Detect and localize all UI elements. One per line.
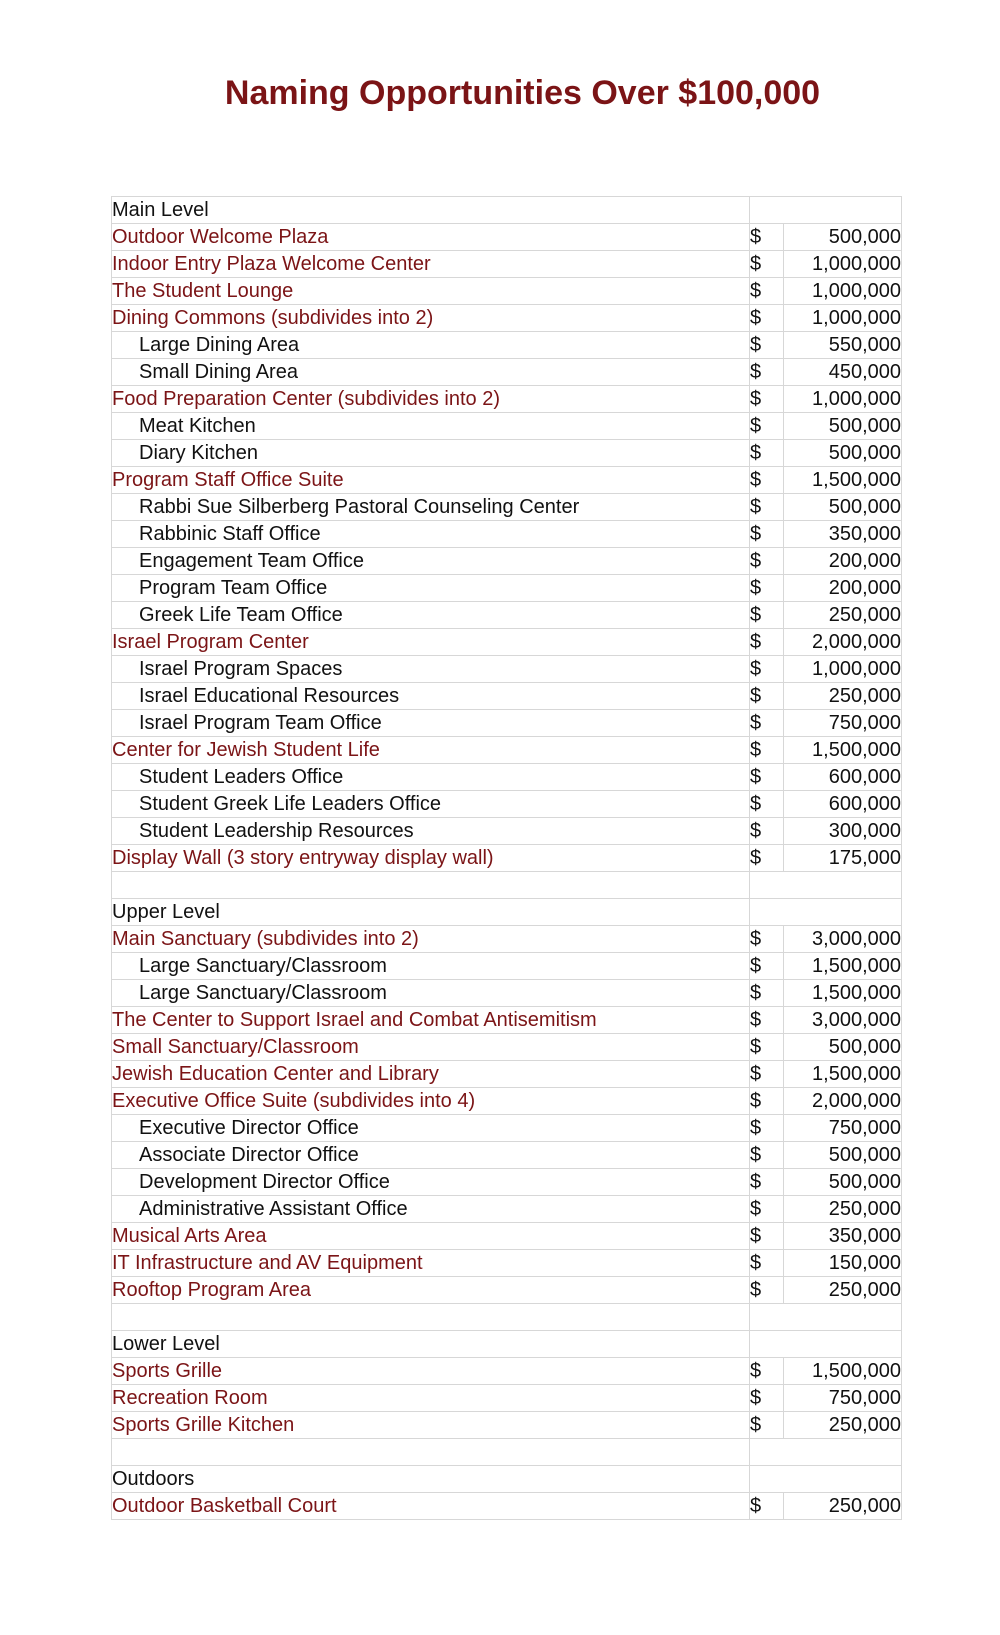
currency-symbol: $	[750, 224, 784, 251]
currency-symbol: $	[750, 494, 784, 521]
currency-symbol: $	[750, 1061, 784, 1088]
item-amount: 500,000	[784, 1169, 902, 1196]
item-amount: 1,000,000	[784, 251, 902, 278]
currency-symbol: $	[750, 602, 784, 629]
currency-symbol: $	[750, 1223, 784, 1250]
item-name: Sports Grille Kitchen	[112, 1412, 750, 1439]
item-name: Associate Director Office	[112, 1142, 750, 1169]
currency-symbol: $	[750, 926, 784, 953]
item-amount: 1,000,000	[784, 278, 902, 305]
table-row	[112, 1088, 902, 1115]
currency-symbol: $	[750, 278, 784, 305]
spacer-row	[112, 1439, 902, 1466]
item-amount: 550,000	[784, 332, 902, 359]
currency-symbol: $	[750, 710, 784, 737]
empty-cell	[750, 1466, 902, 1493]
table-row	[112, 575, 902, 602]
item-name: Israel Educational Resources	[112, 683, 750, 710]
item-amount: 500,000	[784, 413, 902, 440]
table-row	[112, 1196, 902, 1223]
item-amount: 500,000	[784, 1034, 902, 1061]
table-row	[112, 629, 902, 656]
spacer-row	[112, 1304, 902, 1331]
table-row	[112, 710, 902, 737]
item-name: Greek Life Team Office	[112, 602, 750, 629]
item-amount: 1,500,000	[784, 1358, 902, 1385]
item-amount: 1,000,000	[784, 386, 902, 413]
section-heading-row	[112, 899, 902, 926]
table-row	[112, 440, 902, 467]
item-amount: 450,000	[784, 359, 902, 386]
table-row	[112, 548, 902, 575]
table-row	[112, 413, 902, 440]
item-name: Large Sanctuary/Classroom	[112, 953, 750, 980]
currency-symbol: $	[750, 251, 784, 278]
table-row	[112, 818, 902, 845]
table-row	[112, 1277, 902, 1304]
currency-symbol: $	[750, 1007, 784, 1034]
item-name: Executive Office Suite (subdivides into 4)	[112, 1088, 750, 1115]
table-row	[112, 386, 902, 413]
table-row	[112, 1412, 902, 1439]
item-name: Main Sanctuary (subdivides into 2)	[112, 926, 750, 953]
naming-opportunities-table	[111, 196, 902, 1520]
item-name: Display Wall (3 story entryway display wall)	[112, 845, 750, 872]
item-amount: 250,000	[784, 1277, 902, 1304]
table-row	[112, 521, 902, 548]
table-row	[112, 332, 902, 359]
item-amount: 750,000	[784, 1115, 902, 1142]
currency-symbol: $	[750, 467, 784, 494]
currency-symbol: $	[750, 359, 784, 386]
item-amount: 2,000,000	[784, 1088, 902, 1115]
item-amount: 3,000,000	[784, 1007, 902, 1034]
item-name: Food Preparation Center (subdivides into 2)	[112, 386, 750, 413]
empty-cell	[750, 197, 902, 224]
table-row	[112, 683, 902, 710]
currency-symbol: $	[750, 548, 784, 575]
item-amount: 250,000	[784, 602, 902, 629]
item-name: Program Team Office	[112, 575, 750, 602]
item-name: Student Greek Life Leaders Office	[112, 791, 750, 818]
item-amount: 500,000	[784, 440, 902, 467]
item-amount: 500,000	[784, 224, 902, 251]
item-amount: 150,000	[784, 1250, 902, 1277]
item-name: Rabbinic Staff Office	[112, 521, 750, 548]
item-name: IT Infrastructure and AV Equipment	[112, 1250, 750, 1277]
item-name: Rooftop Program Area	[112, 1277, 750, 1304]
currency-symbol: $	[750, 1358, 784, 1385]
empty-cell	[750, 899, 902, 926]
currency-symbol: $	[750, 332, 784, 359]
item-name: Executive Director Office	[112, 1115, 750, 1142]
table-row	[112, 953, 902, 980]
table-row	[112, 278, 902, 305]
table-row	[112, 224, 902, 251]
item-name: Rabbi Sue Silberberg Pastoral Counseling Center	[112, 494, 750, 521]
table-row	[112, 791, 902, 818]
currency-symbol: $	[750, 1088, 784, 1115]
empty-cell	[750, 1331, 902, 1358]
item-amount: 1,500,000	[784, 980, 902, 1007]
item-amount: 250,000	[784, 683, 902, 710]
item-amount: 250,000	[784, 1412, 902, 1439]
item-name: Meat Kitchen	[112, 413, 750, 440]
item-name: Jewish Education Center and Library	[112, 1061, 750, 1088]
table-row	[112, 1115, 902, 1142]
table-row	[112, 1385, 902, 1412]
item-name: Student Leadership Resources	[112, 818, 750, 845]
currency-symbol: $	[750, 575, 784, 602]
table-row	[112, 1142, 902, 1169]
item-amount: 1,500,000	[784, 1061, 902, 1088]
section-heading: Upper Level	[112, 899, 750, 926]
item-amount: 750,000	[784, 710, 902, 737]
item-amount: 300,000	[784, 818, 902, 845]
currency-symbol: $	[750, 656, 784, 683]
item-name: Diary Kitchen	[112, 440, 750, 467]
table-row	[112, 494, 902, 521]
item-amount: 2,000,000	[784, 629, 902, 656]
item-amount: 350,000	[784, 1223, 902, 1250]
currency-symbol: $	[750, 1412, 784, 1439]
item-name: Dining Commons (subdivides into 2)	[112, 305, 750, 332]
item-amount: 750,000	[784, 1385, 902, 1412]
currency-symbol: $	[750, 1034, 784, 1061]
currency-symbol: $	[750, 413, 784, 440]
item-name: Musical Arts Area	[112, 1223, 750, 1250]
table-row	[112, 1007, 902, 1034]
item-name: Student Leaders Office	[112, 764, 750, 791]
currency-symbol: $	[750, 818, 784, 845]
item-amount: 200,000	[784, 548, 902, 575]
currency-symbol: $	[750, 1493, 784, 1520]
table-row	[112, 1250, 902, 1277]
table-row	[112, 251, 902, 278]
empty-cell	[112, 1304, 750, 1331]
currency-symbol: $	[750, 737, 784, 764]
table-row	[112, 926, 902, 953]
item-amount: 200,000	[784, 575, 902, 602]
table-body	[112, 197, 902, 1520]
section-heading: Main Level	[112, 197, 750, 224]
currency-symbol: $	[750, 1196, 784, 1223]
item-name: Large Dining Area	[112, 332, 750, 359]
item-name: Israel Program Spaces	[112, 656, 750, 683]
item-name: Outdoor Basketball Court	[112, 1493, 750, 1520]
section-heading-row	[112, 1466, 902, 1493]
table-row	[112, 602, 902, 629]
table-row	[112, 845, 902, 872]
item-name: The Student Lounge	[112, 278, 750, 305]
table-row	[112, 1061, 902, 1088]
table-row	[112, 359, 902, 386]
section-heading: Lower Level	[112, 1331, 750, 1358]
section-heading-row	[112, 197, 902, 224]
table-row	[112, 764, 902, 791]
item-amount: 600,000	[784, 791, 902, 818]
item-amount: 500,000	[784, 1142, 902, 1169]
item-name: Small Dining Area	[112, 359, 750, 386]
currency-symbol: $	[750, 1142, 784, 1169]
empty-cell	[750, 872, 902, 899]
item-name: Small Sanctuary/Classroom	[112, 1034, 750, 1061]
item-amount: 250,000	[784, 1493, 902, 1520]
currency-symbol: $	[750, 629, 784, 656]
currency-symbol: $	[750, 1385, 784, 1412]
item-name: Program Staff Office Suite	[112, 467, 750, 494]
item-name: Israel Program Center	[112, 629, 750, 656]
table-row	[112, 1223, 902, 1250]
item-amount: 1,500,000	[784, 737, 902, 764]
empty-cell	[112, 872, 750, 899]
currency-symbol: $	[750, 764, 784, 791]
section-heading: Outdoors	[112, 1466, 750, 1493]
currency-symbol: $	[750, 521, 784, 548]
table-row	[112, 305, 902, 332]
table-row	[112, 1169, 902, 1196]
item-amount: 175,000	[784, 845, 902, 872]
item-amount: 250,000	[784, 1196, 902, 1223]
currency-symbol: $	[750, 1277, 784, 1304]
currency-symbol: $	[750, 953, 784, 980]
table-row	[112, 1358, 902, 1385]
item-name: Administrative Assistant Office	[112, 1196, 750, 1223]
table-row	[112, 1493, 902, 1520]
item-amount: 500,000	[784, 494, 902, 521]
table-row	[112, 467, 902, 494]
currency-symbol: $	[750, 980, 784, 1007]
section-heading-row	[112, 1331, 902, 1358]
currency-symbol: $	[750, 386, 784, 413]
table-row	[112, 980, 902, 1007]
item-name: Indoor Entry Plaza Welcome Center	[112, 251, 750, 278]
currency-symbol: $	[750, 440, 784, 467]
item-amount: 350,000	[784, 521, 902, 548]
item-amount: 1,000,000	[784, 305, 902, 332]
table-row	[112, 1034, 902, 1061]
empty-cell	[750, 1439, 902, 1466]
currency-symbol: $	[750, 1115, 784, 1142]
item-name: Large Sanctuary/Classroom	[112, 980, 750, 1007]
item-name: Engagement Team Office	[112, 548, 750, 575]
currency-symbol: $	[750, 1169, 784, 1196]
empty-cell	[750, 1304, 902, 1331]
item-name: Israel Program Team Office	[112, 710, 750, 737]
page-title: Naming Opportunities Over $100,000	[224, 74, 821, 112]
spacer-row	[112, 872, 902, 899]
item-amount: 600,000	[784, 764, 902, 791]
table-row	[112, 656, 902, 683]
item-amount: 1,500,000	[784, 953, 902, 980]
currency-symbol: $	[750, 1250, 784, 1277]
currency-symbol: $	[750, 305, 784, 332]
item-name: Outdoor Welcome Plaza	[112, 224, 750, 251]
item-amount: 3,000,000	[784, 926, 902, 953]
currency-symbol: $	[750, 683, 784, 710]
item-name: The Center to Support Israel and Combat Antisemitism	[112, 1007, 750, 1034]
item-name: Sports Grille	[112, 1358, 750, 1385]
currency-symbol: $	[750, 845, 784, 872]
item-name: Development Director Office	[112, 1169, 750, 1196]
item-name: Recreation Room	[112, 1385, 750, 1412]
item-amount: 1,000,000	[784, 656, 902, 683]
item-amount: 1,500,000	[784, 467, 902, 494]
table-row	[112, 737, 902, 764]
empty-cell	[112, 1439, 750, 1466]
currency-symbol: $	[750, 791, 784, 818]
item-name: Center for Jewish Student Life	[112, 737, 750, 764]
